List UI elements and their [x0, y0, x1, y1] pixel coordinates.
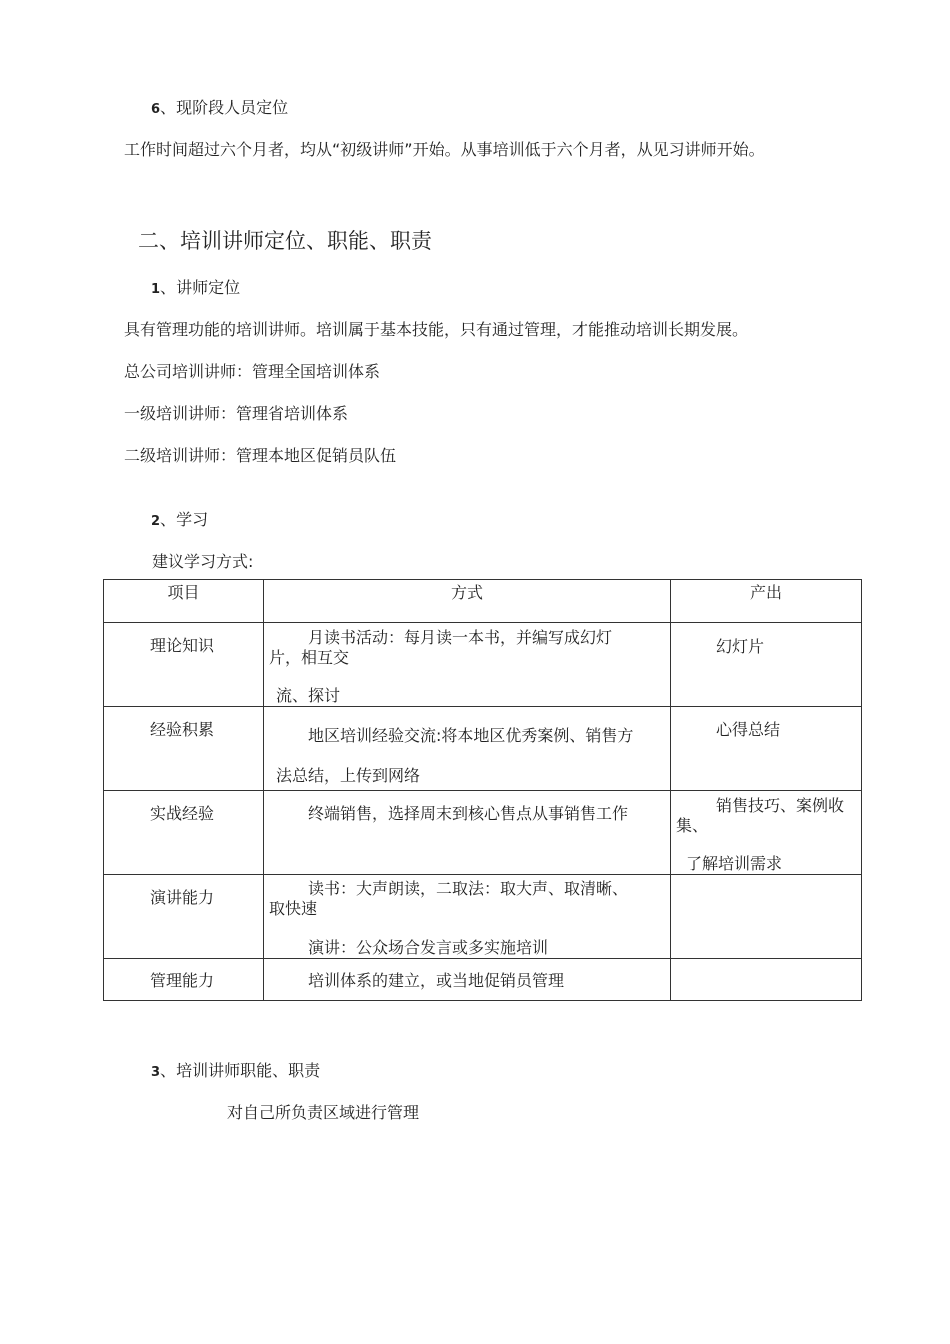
table-header-row — [104, 580, 862, 623]
section-1-line: 具有管理功能的培训讲师。培训属于基本技能，只有通过管理，才能推动培训长期发展。 — [124, 320, 749, 339]
item-text: 实战经验 — [150, 804, 215, 823]
section-title: 培训讲师职能、职责 — [176, 1061, 321, 1080]
output-line: 销售技巧、案例收 — [716, 796, 845, 815]
section-number: 1 — [151, 282, 161, 297]
separator: 、 — [160, 98, 177, 117]
section-6-heading — [151, 98, 288, 118]
cell-method — [264, 959, 671, 1001]
item-text: 演讲能力 — [150, 888, 215, 907]
header-item: 项目 — [104, 580, 264, 623]
method-line: 法总结，上传到网络 — [276, 766, 421, 785]
method-line: 终端销售，选择周末到核心售点从事销售工作 — [308, 804, 629, 823]
table-row — [104, 707, 862, 791]
section-1-line: 总公司培训讲师：管理全国培训体系 — [124, 362, 381, 381]
section-title: 学习 — [176, 510, 209, 529]
table-row — [104, 791, 862, 875]
cell-method — [264, 875, 671, 959]
section-1-line: 二级培训讲师：管理本地区促销员队伍 — [124, 446, 397, 465]
header-output: 产出 — [671, 580, 862, 623]
table-row — [104, 875, 862, 959]
learning-methods-table — [103, 579, 862, 1001]
section-number: 2 — [151, 514, 161, 529]
cell-output — [671, 959, 862, 1001]
method-line: 取快速 — [269, 899, 318, 918]
cell-method — [264, 791, 671, 875]
cell-item — [104, 959, 264, 1001]
section-3-heading — [151, 1061, 320, 1081]
method-line: 地区培训经验交流:将本地区优秀案例、销售方 — [308, 726, 634, 745]
output-line: 集、 — [676, 816, 709, 835]
section-2-intro: 建议学习方式: — [152, 552, 254, 571]
cell-item — [104, 791, 264, 875]
section-1-line: 一级培训讲师：管理省培训体系 — [124, 404, 349, 423]
section-title: 讲师定位 — [176, 278, 241, 297]
output-line: 了解培训需求 — [686, 854, 783, 873]
separator: 、 — [160, 510, 177, 529]
section-6-body: 工作时间超过六个月者，均从“初级讲师”开始。从事培训低于六个月者，从见习讲师开始。 — [124, 140, 765, 159]
cell-item — [104, 623, 264, 707]
separator: 、 — [160, 1061, 177, 1080]
cell-output — [671, 791, 862, 875]
section-2-heading — [151, 510, 208, 530]
method-line: 流、探讨 — [276, 686, 341, 705]
section-3-body: 对自己所负责区域进行管理 — [227, 1103, 420, 1122]
output-line: 幻灯片 — [716, 637, 765, 656]
separator: 、 — [160, 278, 177, 297]
table-row — [104, 623, 862, 707]
method-line: 读书：大声朗读，二取法：取大声、取清晰、 — [308, 879, 629, 898]
cell-item — [104, 875, 264, 959]
section-number: 6 — [151, 102, 161, 117]
item-text: 管理能力 — [150, 971, 215, 990]
item-text: 经验积累 — [150, 720, 215, 739]
output-line: 心得总结 — [716, 720, 781, 739]
item-text: 理论知识 — [150, 636, 215, 655]
cell-output — [671, 707, 862, 791]
cell-method — [264, 623, 671, 707]
section-number: 3 — [151, 1065, 161, 1080]
section-title: 现阶段人员定位 — [176, 98, 289, 117]
table-row — [104, 959, 862, 1001]
chapter-2-title: 二、培训讲师定位、职能、职责 — [138, 229, 432, 253]
method-line: 片，相互交 — [269, 648, 350, 667]
section-1-heading — [151, 278, 240, 298]
cell-output — [671, 875, 862, 959]
method-line: 培训体系的建立，或当地促销员管理 — [308, 971, 565, 990]
method-line: 演讲：公众场合发言或多实施培训 — [308, 938, 549, 957]
method-line: 月读书活动：每月读一本书，并编写成幻灯 — [308, 628, 613, 647]
header-method: 方式 — [264, 580, 671, 623]
cell-item — [104, 707, 264, 791]
cell-method — [264, 707, 671, 791]
cell-output — [671, 623, 862, 707]
